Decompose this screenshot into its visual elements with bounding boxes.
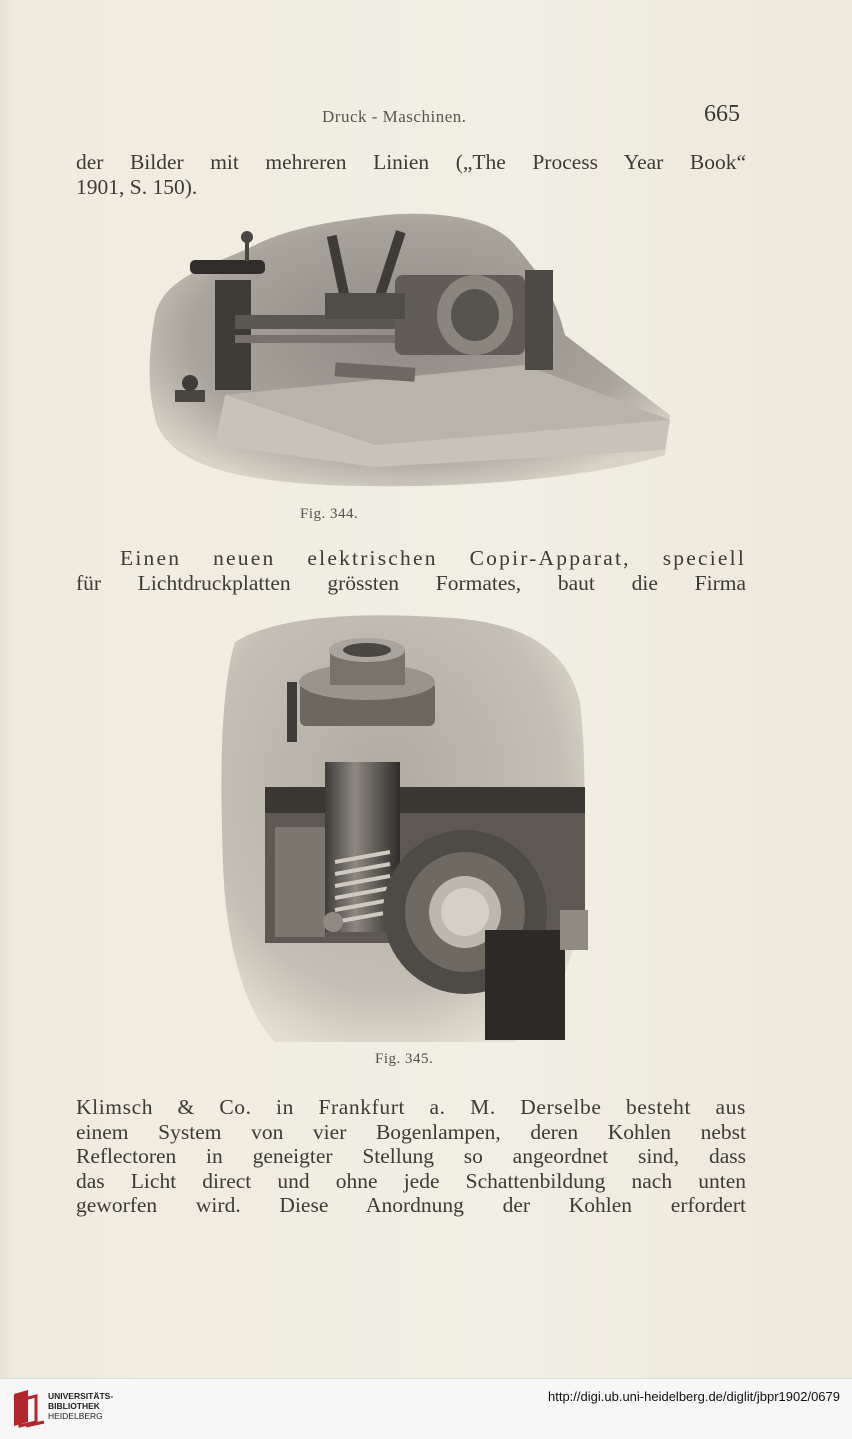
text-line: einem System von vier Bogenlampen, deren Kohlen nebst — [76, 1119, 746, 1144]
paragraph-copir-apparat — [76, 546, 746, 595]
library-footer-bar — [0, 1378, 852, 1439]
figure-345-worm-gear-illustration — [215, 612, 593, 1048]
text-line: geworfen wird. Diese Anordnung der Kohlen erfordert — [76, 1193, 746, 1217]
library-name — [48, 1391, 113, 1421]
text-line: das Licht direct und ohne jede Schattenbildung nach unten — [76, 1168, 746, 1193]
support-block — [485, 930, 565, 1040]
university-library-logo-icon[interactable] — [10, 1388, 50, 1428]
handwheel-icon — [190, 260, 265, 274]
text-line: Klimsch & Co. in Frankfurt a. M. Derselbe besteht aus — [76, 1095, 746, 1119]
text-line: der Bilder mit mehreren Linien („The Process Year Book“ — [76, 150, 746, 174]
page-number: 665 — [704, 101, 740, 127]
gear-housing-top — [265, 787, 585, 813]
text-line: Einen neuen elektrischen Copir-Apparat, speciell — [120, 546, 746, 570]
running-head-title: Druck - Maschinen. — [322, 107, 467, 126]
machine-frame — [525, 270, 553, 370]
text-line: 1901, S. 150). — [76, 174, 198, 199]
figure-344-machine-illustration — [145, 205, 675, 495]
logo-line: BIBLIOTHEK — [48, 1401, 100, 1411]
paragraph-klimsch — [76, 1095, 746, 1218]
paragraph-intro — [76, 150, 746, 199]
text-line: für Lichtdruckplatten grössten Formates, baut die Firma — [76, 570, 746, 595]
figure-344-caption: Fig. 344. — [300, 506, 359, 522]
logo-line: HEIDELBERG — [48, 1411, 103, 1421]
text-line: Reflectoren in geneigter Stellung so angeordnet sind, dass — [76, 1144, 746, 1168]
figure-345-caption: Fig. 345. — [375, 1051, 434, 1067]
logo-line: UNIVERSITÄTS- — [48, 1391, 114, 1401]
permalink-url[interactable]: http://digi.ub.uni-heidelberg.de/diglit/jbpr1902/0679 — [548, 1389, 840, 1404]
